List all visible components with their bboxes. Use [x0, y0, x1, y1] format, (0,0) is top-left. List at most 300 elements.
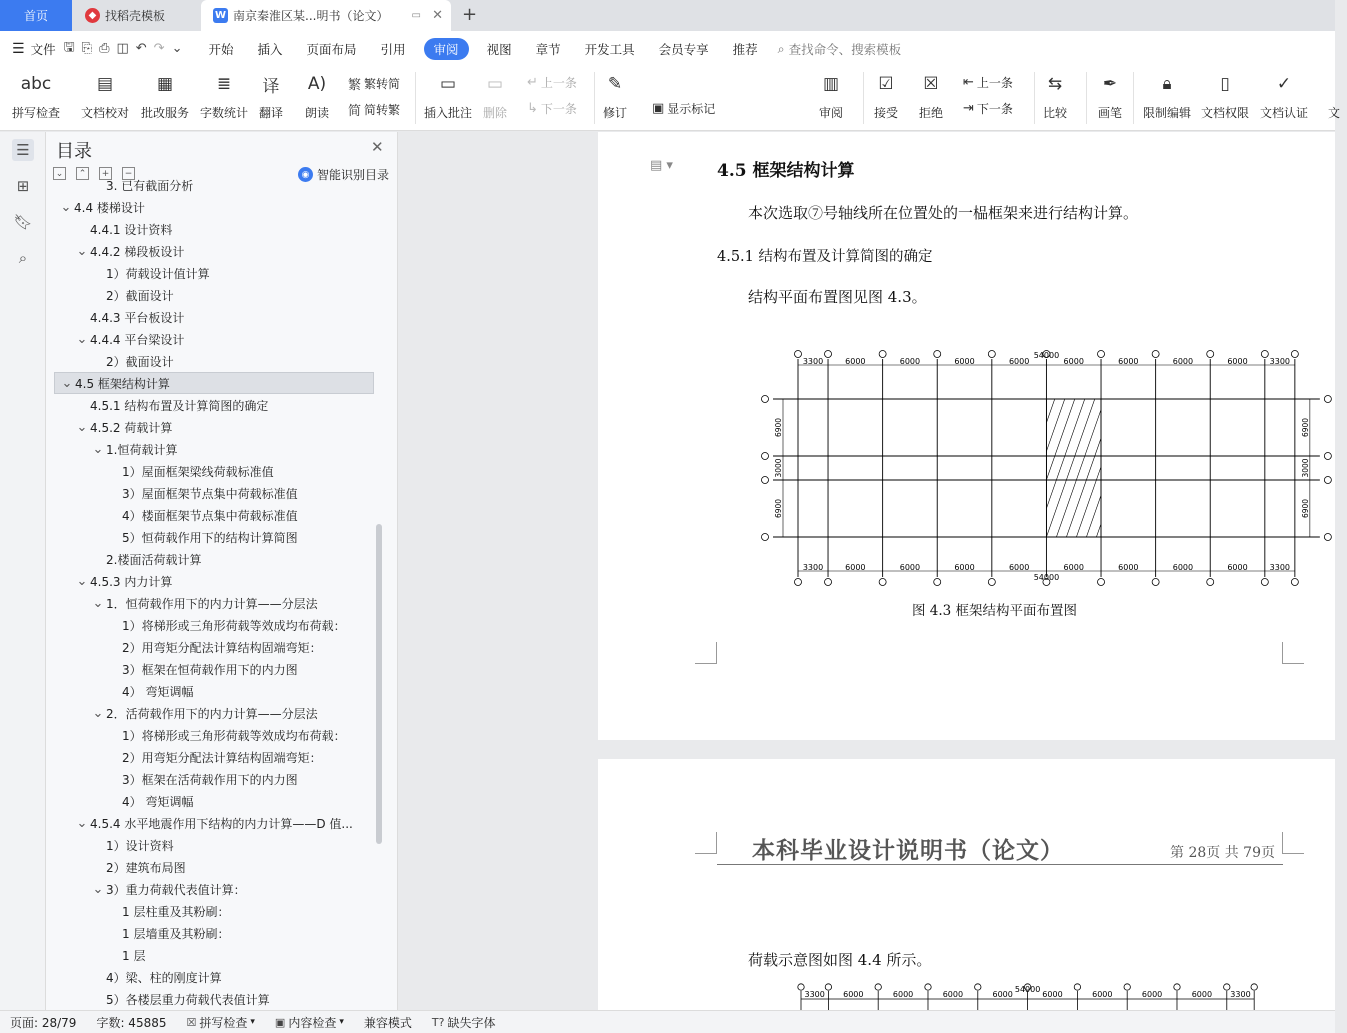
hatch-line	[1166, 399, 1214, 537]
read-aloud-icon: A)	[307, 74, 327, 94]
review-pane-icon: ▥	[822, 74, 840, 94]
axis-bubble	[1291, 351, 1298, 358]
dimension-label: 6000	[899, 563, 921, 572]
toc-item[interactable]	[54, 350, 374, 372]
next-icon: ↳	[527, 101, 538, 116]
quick-access	[64, 38, 197, 60]
permission-icon: ▯	[1220, 74, 1230, 94]
page-indicator[interactable]	[0, 1014, 86, 1031]
axis-bubble	[795, 579, 802, 586]
hatch-line	[1226, 399, 1274, 537]
toc-item-label: 4.5.4 水平地震作用下结构的内力计算——D 值...	[90, 816, 353, 831]
dimension-label: 6000	[942, 990, 964, 999]
toc-list	[46, 178, 386, 1010]
axis-bubble	[825, 579, 832, 586]
restrict-label: 限制编辑	[1143, 106, 1192, 120]
toc-item[interactable]	[54, 482, 374, 504]
revise-icon: ✎	[607, 74, 623, 94]
translate-button[interactable]	[258, 70, 284, 121]
document-area	[399, 132, 1335, 1010]
export-pdf-icon[interactable]: ⎘	[81, 41, 93, 56]
missing-fonts[interactable]	[422, 1014, 506, 1031]
toc-item[interactable]	[54, 768, 374, 790]
divider	[594, 72, 595, 124]
axis-bubble	[762, 396, 769, 403]
proofread-button[interactable]	[81, 70, 129, 121]
toc-item-label: 4.5 框架结构计算	[75, 376, 170, 391]
page-29	[598, 759, 1335, 1019]
toc-item-label: 2.楼面活荷载计算	[106, 552, 202, 567]
dimension-total: 54000	[1033, 351, 1060, 360]
dimension-label: 3300	[802, 563, 824, 572]
missing-font-label: 缺失字体	[447, 1015, 496, 1030]
page-corner-mark	[695, 642, 717, 664]
hatch-line	[1146, 399, 1194, 537]
tab-template-label: 找稻壳模板	[105, 9, 166, 23]
dimension-label: 6000	[1227, 563, 1248, 572]
toc-scrollbar[interactable]	[376, 524, 382, 844]
search-icon[interactable]: ⌕	[18, 249, 28, 267]
toc-item[interactable]	[54, 592, 374, 614]
save-icon[interactable]: 🖫	[63, 39, 75, 55]
page-corner-mark	[695, 832, 717, 854]
hatch-line	[946, 399, 994, 537]
axis-bubble	[798, 984, 804, 990]
toc-item-label: 3）重力荷载代表值计算：	[106, 882, 246, 897]
page-header-title: 本科毕业设计说明书（论文）	[752, 837, 1064, 864]
toc-item-label: 4.4.1 设计资料	[90, 222, 173, 237]
compare-button[interactable]	[1042, 70, 1068, 121]
delete-comment-button[interactable]	[482, 70, 508, 121]
toc-item-label: 1）屋面框架梁线荷载标准值	[122, 464, 274, 479]
axis-bubble	[988, 351, 995, 358]
hatch-line	[1056, 399, 1104, 537]
toc-item[interactable]	[54, 416, 374, 438]
trad-label: 繁转简	[364, 77, 401, 91]
framing-plan-drawing	[748, 342, 1308, 594]
content-check-status[interactable]	[265, 1014, 354, 1031]
lock-icon: 🔒︎	[1162, 74, 1172, 94]
toc-item-label: 4.4 楼梯设计	[74, 200, 145, 215]
toc-item-label: 2．活荷载作用下的内力计算——分层法	[106, 706, 318, 721]
chevron-down-icon[interactable]: ⌄	[61, 375, 73, 391]
review-ribbon	[0, 66, 1340, 131]
status-bar	[0, 1010, 1335, 1033]
toc-item[interactable]	[54, 328, 374, 350]
toc-item[interactable]	[54, 790, 374, 812]
show-markup-button[interactable]	[652, 100, 715, 117]
doc-certify-button[interactable]	[1260, 70, 1308, 121]
toc-item[interactable]	[54, 284, 374, 306]
hatch-line	[1136, 399, 1184, 537]
spellcheck-button[interactable]	[12, 70, 60, 121]
certify-icon: ✓	[1276, 74, 1292, 94]
reject-icon: ☒	[923, 74, 939, 94]
certify-label: 文档认证	[1260, 106, 1309, 120]
restrict-edit-button[interactable]	[1143, 70, 1191, 121]
dimension-label: 6000	[1141, 990, 1163, 999]
axis-bubble	[934, 579, 941, 586]
axis-bubble	[825, 351, 832, 358]
simp-icon: 简	[348, 104, 362, 119]
menu-tab[interactable]: 页面布局	[306, 41, 357, 57]
toc-item-label: 2）截面设计	[106, 354, 174, 369]
chevron-down-icon[interactable]: ⌄	[92, 441, 104, 457]
toc-item[interactable]	[54, 394, 374, 416]
show-markup-icon: ▣	[652, 101, 665, 116]
toc-item-label: 4.5.1 结构布置及计算简图的确定	[90, 398, 269, 413]
menu-tab[interactable]: 推荐	[732, 41, 758, 57]
toc-item[interactable]	[54, 460, 374, 482]
prev-label: 上一条	[540, 76, 577, 90]
toc-item[interactable]	[54, 988, 374, 1010]
delete-comment-icon: ▭	[486, 74, 504, 94]
hatch-line	[1236, 399, 1284, 537]
toc-item[interactable]	[54, 614, 374, 636]
axis-bubble	[1098, 351, 1105, 358]
dimension-label-side: 3000	[1300, 458, 1310, 478]
divider	[415, 72, 416, 124]
read-aloud-button[interactable]	[304, 70, 330, 121]
insert-comment-button[interactable]	[424, 70, 472, 121]
review-pane-button[interactable]	[818, 70, 844, 121]
dimension-label: 6000	[843, 990, 864, 999]
toc-item[interactable]	[54, 438, 374, 460]
print-icon[interactable]: ⎙	[99, 41, 110, 56]
menu-tab[interactable]: 开发工具	[584, 41, 635, 57]
collapse-all-icon[interactable]: ⌃	[76, 167, 89, 180]
hatch-line	[1106, 399, 1154, 537]
next-label: 下一条	[540, 102, 577, 116]
hatch-line	[1006, 399, 1054, 537]
file-menu[interactable]	[0, 40, 64, 58]
prev2-label: 上一条	[976, 76, 1013, 90]
toc-item[interactable]	[54, 812, 374, 834]
axis-bubble	[762, 453, 769, 460]
toc-item[interactable]	[54, 702, 374, 724]
menu-tab[interactable]: 插入	[257, 41, 283, 57]
hatch-line	[1196, 399, 1244, 537]
toc-item-label: 3）框架在恒荷载作用下的内力图	[122, 662, 298, 677]
dimension-label: 6000	[1118, 563, 1139, 572]
spell-check-status[interactable]	[177, 1014, 265, 1031]
dimension-label-side: 3000	[774, 458, 783, 478]
chevron-down-icon[interactable]: ⌄	[92, 705, 104, 721]
hatch-line	[1036, 399, 1084, 537]
simp-to-trad-button[interactable]	[348, 100, 400, 119]
menu-tab[interactable]: 视图	[486, 41, 512, 57]
toc-item-label: 4） 弯矩调幅	[122, 684, 194, 699]
axis-bubble	[1124, 984, 1130, 990]
word-count-label: 字数: 45885	[96, 1015, 167, 1030]
hatch-line	[1216, 399, 1264, 537]
toc-item-label: 4.5.2 荷载计算	[90, 420, 173, 435]
redo-icon[interactable]: ↷	[153, 41, 165, 56]
hatch-line	[1046, 399, 1094, 537]
toc-item[interactable]	[54, 878, 374, 900]
toc-item[interactable]	[54, 526, 374, 548]
toc-item[interactable]	[54, 174, 374, 196]
expand-all-icon[interactable]: ⌄	[53, 167, 66, 180]
pin-icon[interactable]: ▭	[411, 10, 421, 21]
tab-document[interactable]	[201, 0, 451, 31]
figure-caption: 图 4.3 框架结构平面布置图	[912, 603, 1078, 619]
header-rule	[717, 864, 1283, 865]
toc-item-label: 4）梁、柱的刚度计算	[106, 970, 222, 985]
toc-item-label: 5）恒荷载作用下的结构计算简图	[122, 530, 298, 545]
dimension-label: 3300	[1230, 990, 1251, 999]
toc-item-label: 4）楼面框架节点集中荷载标准值	[122, 508, 298, 523]
dimension-label: 6000	[1008, 357, 1030, 366]
proofread-icon: ▤	[96, 74, 114, 94]
toc-item-label: 4.4.4 平台梁设计	[90, 332, 185, 347]
chevron-down-icon[interactable]: ⌄	[92, 595, 104, 611]
toc-item[interactable]	[54, 504, 374, 526]
prev-comment-button[interactable]	[527, 74, 577, 91]
axis-bubble	[795, 351, 802, 358]
paragraph: 本次选取⑦号轴线所在位置处的一榀框架来进行结构计算。	[748, 204, 1139, 222]
trad-to-simp-button[interactable]	[348, 74, 400, 93]
spellcheck-icon: abc	[20, 74, 52, 94]
compat-mode	[354, 1014, 422, 1031]
axis-bubble	[1207, 579, 1214, 586]
toc-item-label: 4） 弯矩调幅	[122, 794, 194, 809]
dimension-label: 6000	[1227, 357, 1248, 366]
preview-icon[interactable]: ◫	[116, 41, 129, 56]
chevron-down-icon[interactable]: ⌄	[76, 419, 88, 435]
next-change-button[interactable]	[963, 100, 1013, 117]
dimension-label: 6000	[1063, 563, 1084, 572]
toc-item[interactable]	[54, 240, 374, 262]
divider	[1086, 72, 1087, 124]
axis-bubble	[988, 579, 995, 586]
docer-icon: ◆	[85, 8, 100, 23]
revise-label: 修订	[602, 106, 627, 120]
menu-tab[interactable]: 引用	[380, 41, 406, 57]
accept-label: 接受	[873, 106, 898, 120]
toc-item-label: 2）截面设计	[106, 288, 174, 303]
accept-icon: ☑	[878, 74, 894, 94]
toc-item-label: 2）用弯矩分配法计算结构固端弯矩：	[122, 640, 322, 655]
toc-item[interactable]	[54, 680, 374, 702]
prev-change-button[interactable]	[963, 74, 1013, 91]
toc-item-label: 4.4.3 平台板设计	[90, 310, 185, 325]
chevron-down-icon[interactable]: ⌄	[92, 881, 104, 897]
axis-bubble	[1174, 984, 1180, 990]
menu-tab[interactable]: 章节	[535, 41, 561, 57]
new-tab-icon[interactable]: +	[462, 4, 478, 25]
close-icon[interactable]: ✕	[371, 138, 384, 156]
menu-tab[interactable]: 开始	[208, 41, 234, 57]
more-label: 文	[1327, 106, 1340, 120]
hatch-line	[976, 399, 1024, 537]
toc-item-label: 1）将梯形或三角形荷载等效成均布荷载：	[122, 618, 346, 633]
axis-bubble	[875, 984, 881, 990]
toc-item[interactable]	[54, 372, 374, 394]
dimension-label: 6000	[899, 357, 921, 366]
pen-label: 画笔	[1097, 106, 1122, 120]
page-indicator-label: 页面: 28/79	[10, 1015, 77, 1030]
axis-bubble	[1152, 351, 1159, 358]
reject-button[interactable]	[918, 70, 944, 121]
toc-item[interactable]	[54, 636, 374, 658]
permission-label: 文档权限	[1201, 106, 1250, 120]
missing-font-icon: T?	[431, 1015, 445, 1029]
menu-bar	[0, 31, 1335, 66]
hamburger-icon: ☰	[12, 40, 25, 57]
tab-document-label: 南京秦淮区某...明书（论文）	[233, 9, 389, 23]
chevron-down-icon[interactable]: ⌄	[76, 815, 88, 831]
toc-item-label: 1）将梯形或三角形荷载等效成均布荷载：	[122, 728, 346, 743]
dimension-label: 3300	[804, 990, 825, 999]
prev-icon: ↵	[527, 75, 538, 90]
revise-button[interactable]	[602, 70, 628, 121]
pen-button[interactable]	[1097, 70, 1123, 121]
batch-button[interactable]	[141, 70, 189, 121]
toc-item[interactable]	[54, 900, 374, 922]
wps-writer-icon: W	[214, 10, 227, 21]
review-label: 审阅	[818, 106, 843, 120]
doc-permission-button[interactable]	[1201, 70, 1249, 121]
dimension-label: 6000	[954, 563, 975, 572]
content-status-label: 内容检查	[288, 1015, 337, 1030]
toc-item-label: 1.恒荷载计算	[106, 442, 178, 457]
compare-icon: ⇆	[1047, 74, 1063, 94]
word-count[interactable]	[86, 1014, 176, 1031]
next2-label: 下一条	[976, 102, 1013, 116]
hatch-line	[1066, 399, 1114, 537]
toc-item-label: 2）用弯矩分配法计算结构固端弯矩：	[122, 750, 322, 765]
toc-item-label: 1 层柱重及其粉刷：	[122, 904, 230, 919]
chevron-down-icon: ▾	[250, 1017, 255, 1027]
tab-home[interactable]	[0, 0, 72, 31]
nav-strip	[0, 132, 46, 1010]
dimension-label: 6000	[992, 990, 1013, 999]
next-comment-button[interactable]	[527, 100, 577, 117]
translate-label: 翻译	[258, 106, 283, 120]
compat-label: 兼容模式	[363, 1015, 412, 1030]
toc-item[interactable]	[54, 944, 374, 966]
chevron-down-icon[interactable]: ⌄	[76, 331, 88, 347]
toc-icon[interactable]: ☰	[12, 139, 34, 161]
wordcount-button[interactable]	[200, 70, 248, 121]
remove-item-icon[interactable]: −	[122, 167, 135, 180]
insert-comment-label: 插入批注	[424, 106, 473, 120]
dimension-label-side: 6900	[1300, 498, 1310, 519]
axis-bubble	[1207, 351, 1214, 358]
toc-item[interactable]	[54, 834, 374, 856]
wordcount-icon: ≣	[216, 74, 232, 94]
dimension-total: 54000	[1033, 573, 1060, 582]
add-item-icon[interactable]: +	[99, 167, 112, 180]
undo-icon[interactable]: ↶	[135, 41, 147, 56]
spell-check-icon: ☒	[186, 1015, 197, 1029]
toc-item[interactable]	[54, 262, 374, 284]
menu-tab[interactable]: 审阅	[424, 38, 469, 60]
toc-item[interactable]	[54, 922, 374, 944]
toc-item[interactable]	[54, 218, 374, 240]
dimension-label-side: 6900	[774, 417, 783, 438]
content-check-icon: ▣	[274, 1015, 286, 1029]
hatch-line	[966, 399, 1014, 537]
page-corner-mark	[1282, 832, 1304, 854]
more-icon[interactable]: ⌄	[171, 41, 183, 56]
toc-item[interactable]	[54, 570, 374, 592]
toc-item[interactable]	[54, 746, 374, 768]
dimension-label: 6000	[1092, 990, 1113, 999]
page-28	[598, 132, 1335, 740]
hatch-line	[1176, 399, 1224, 537]
toc-item-label: 1）荷载设计值计算	[106, 266, 210, 281]
menu-tab[interactable]: 会员专享	[658, 41, 709, 57]
hatch-line	[996, 399, 1044, 537]
doc-layout-icon[interactable]: ▤ ▾	[650, 158, 673, 173]
dimension-label: 6000	[892, 990, 914, 999]
toc-title: 目录	[56, 141, 92, 162]
dimension-label: 6000	[954, 357, 975, 366]
axis-bubble	[975, 984, 981, 990]
hatch-line	[1206, 399, 1254, 537]
chevron-down-icon[interactable]: ⌄	[76, 243, 88, 259]
axis-bubble	[1074, 984, 1080, 990]
axis-bubble	[879, 351, 886, 358]
dimension-label: 6000	[1118, 357, 1139, 366]
accept-button[interactable]	[873, 70, 899, 121]
toc-item-label: 1．恒荷载作用下的内力计算——分层法	[106, 596, 318, 611]
hatch-line	[1156, 399, 1204, 537]
tab-template[interactable]	[73, 0, 198, 31]
dimension-label: 6000	[1172, 563, 1194, 572]
bookmark-icon[interactable]: 🔖︎	[13, 213, 33, 231]
hatch-line	[1016, 399, 1064, 537]
paragraph: 荷载示意图如图 4.4 所示。	[748, 951, 932, 969]
page-corner-mark	[1282, 642, 1304, 664]
toc-item-label: 1 层墙重及其粉刷：	[122, 926, 230, 941]
toc-item[interactable]	[54, 966, 374, 988]
toc-item[interactable]	[54, 548, 374, 570]
divider	[1034, 72, 1035, 124]
more-ribbon-button[interactable]	[1321, 70, 1347, 121]
toc-item-label: 4.5.3 内力计算	[90, 574, 173, 589]
toc-item[interactable]	[54, 856, 374, 878]
hatch-line	[1026, 399, 1074, 537]
hatch-line	[1116, 399, 1164, 537]
toc-item[interactable]	[54, 306, 374, 328]
toc-item[interactable]	[54, 724, 374, 746]
toc-item-label: 5）各楼层重力荷载代表值计算	[106, 992, 270, 1007]
divider	[863, 72, 864, 124]
toc-item-label: 3）框架在活荷载作用下的内力图	[122, 772, 298, 787]
toc-item[interactable]	[54, 658, 374, 680]
reject-label: 拒绝	[918, 106, 943, 120]
toc-item-label: 1）设计资料	[106, 838, 174, 853]
chapter-nav-icon[interactable]: ⊞	[16, 177, 30, 195]
prev-change-icon: ⇤	[963, 75, 974, 90]
section-heading: 4.5 框架结构计算	[717, 161, 855, 181]
chevron-down-icon[interactable]: ⌄	[76, 573, 88, 589]
next-change-icon: ⇥	[963, 101, 974, 116]
command-search[interactable]	[770, 40, 902, 58]
chevron-down-icon[interactable]: ⌄	[60, 199, 72, 215]
close-tab-icon[interactable]: ✕	[432, 8, 443, 23]
axis-bubble	[1324, 453, 1331, 460]
dimension-label: 6000	[1191, 990, 1213, 999]
toc-item[interactable]	[54, 196, 374, 218]
axis-bubble	[1152, 579, 1159, 586]
hatch-line	[956, 399, 1004, 537]
hatch-line	[1086, 399, 1134, 537]
spellcheck-label: 拼写检查	[12, 106, 61, 120]
